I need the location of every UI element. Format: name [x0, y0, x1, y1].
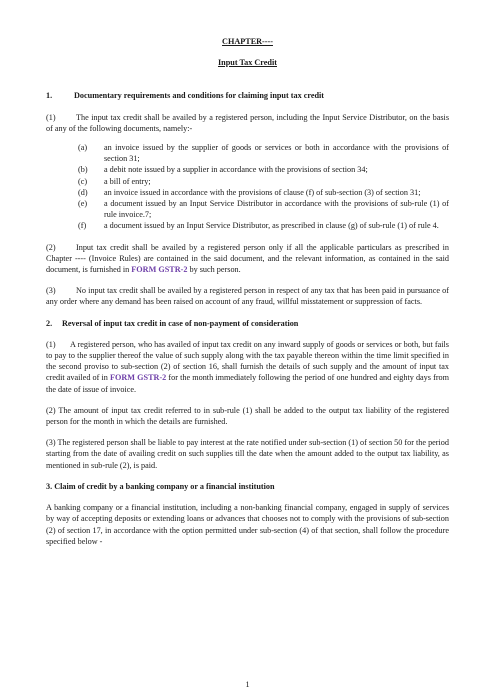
page-number: 1 — [245, 680, 250, 689]
list-item-label: (f) — [78, 221, 87, 231]
list-item — [78, 142, 449, 164]
list-item — [78, 164, 449, 175]
section-3-heading: 3. Claim of credit by a banking company or a financial institution — [46, 481, 275, 491]
section-1-heading — [46, 90, 449, 101]
section-1-para-3 — [46, 285, 449, 307]
para-number: (2) — [46, 242, 56, 252]
list-item-label: (d) — [78, 187, 88, 197]
section-2-para-1 — [46, 339, 449, 395]
list-item-label: (b) — [78, 165, 88, 175]
list-item-text: an invoice issued by the supplier of goods or services or both in accordance with the provisions of section 31; — [104, 143, 449, 164]
list-item-text: a debit note issued by a supplier in accordance with the provisions of section 34; — [104, 165, 368, 175]
list-item-label: (c) — [78, 176, 88, 186]
list-item — [78, 187, 449, 198]
list-item — [78, 176, 449, 187]
chapter-title: Input Tax Credit — [217, 58, 277, 68]
section-2-para-2: (2) The amount of input tax credit referred to in sub-rule (1) shall be added to the output tax liability of the registered person for the month in which the details are furnished. — [46, 405, 449, 427]
section-2-para-3: (3) The registered person shall be liable to pay interest at the rate notified under sub-section (1) of section 50 for the period starting from the date of availing credit on such supplies till the date when the amount added to the output tax liability, as mentioned in sub-rule (2), is paid. — [46, 438, 449, 470]
list-item-text: a bill of entry; — [104, 176, 151, 186]
section-1-number: 1. — [46, 91, 53, 101]
list-item-text: a document issued by an Input Service Distributor, as prescribed in clause (g) of sub-rule (1) of rule 4. — [104, 221, 439, 231]
section-1-title: Documentary requirements and conditions for claiming input tax credit — [74, 91, 325, 101]
section-2-heading — [46, 318, 449, 329]
para-text: Input tax credit shall be availed by a registered person only if all the applicable particulars as prescribed in Chapter ---- (Invoice Rules) are contained in the said document, and the relevant information, as contained in the said document, is furnished in — [46, 242, 449, 275]
para-text-end: by such person. — [189, 265, 241, 275]
list-item-label: (a) — [78, 143, 88, 153]
para-text: No input tax credit shall be availed by a registered person in respect of any tax that has been paid in pursuance of any order where any demand has been raised on account of any fraud, willful misstatement or suppression of facts. — [46, 286, 449, 307]
section-1-para-2 — [46, 242, 449, 276]
document-list — [78, 142, 449, 232]
chapter-heading: CHAPTER---- — [222, 37, 273, 46]
section-2-title: Reversal of input tax credit in case of non-payment of consideration — [62, 318, 299, 328]
list-item-text: an invoice issued in accordance with the provisions of clause (f) of sub-section (3) of section 31; — [104, 187, 421, 197]
section-3-para-1: A banking company or a financial institution, including a non-banking financial company, engaged in supply of services by way of accepting deposits or extending loans or advances that chooses not to comply with the provisions of sub-section (2) of section 17, in accordance with the option permitted under sub-section (4) of that section, shall follow the procedure specified below - — [46, 503, 449, 546]
list-item-text: a document issued by an Input Service Distributor in accordance with the provisions of sub-rule (1) of rule invoice.7; — [104, 199, 449, 220]
section-2-number: 2. — [46, 318, 53, 328]
list-item — [78, 220, 449, 231]
section-1-para-1 — [46, 112, 449, 134]
para-number: (3) — [46, 286, 56, 296]
para-text: A registered person, who has availed of input tax credit on any inward supply of goods or services or both, but fails to pay to the supplier thereof the value of such supply along with the tax payable thereon within the time limit specified in the second proviso to sub-section (2) of section 16, shall furnish the details of such supply and the amount of input tax credit availed of in — [46, 339, 449, 383]
list-item-label: (e) — [78, 199, 88, 209]
para-text: The input tax credit shall be availed by a registered person, including the Input Service Distributor, on the basis of any of the following documents, namely:- — [46, 112, 449, 133]
para-number: (1) — [46, 339, 56, 349]
list-item — [78, 198, 449, 220]
form-gstr-2-link[interactable]: FORM GSTR-2 — [110, 373, 167, 383]
para-number: (1) — [46, 112, 56, 122]
form-gstr-2-link[interactable]: FORM GSTR-2 — [131, 265, 188, 275]
para-text-end: for the month immediately following the period of one hundred and eighty days from the date of issue of invoice. — [46, 373, 450, 394]
